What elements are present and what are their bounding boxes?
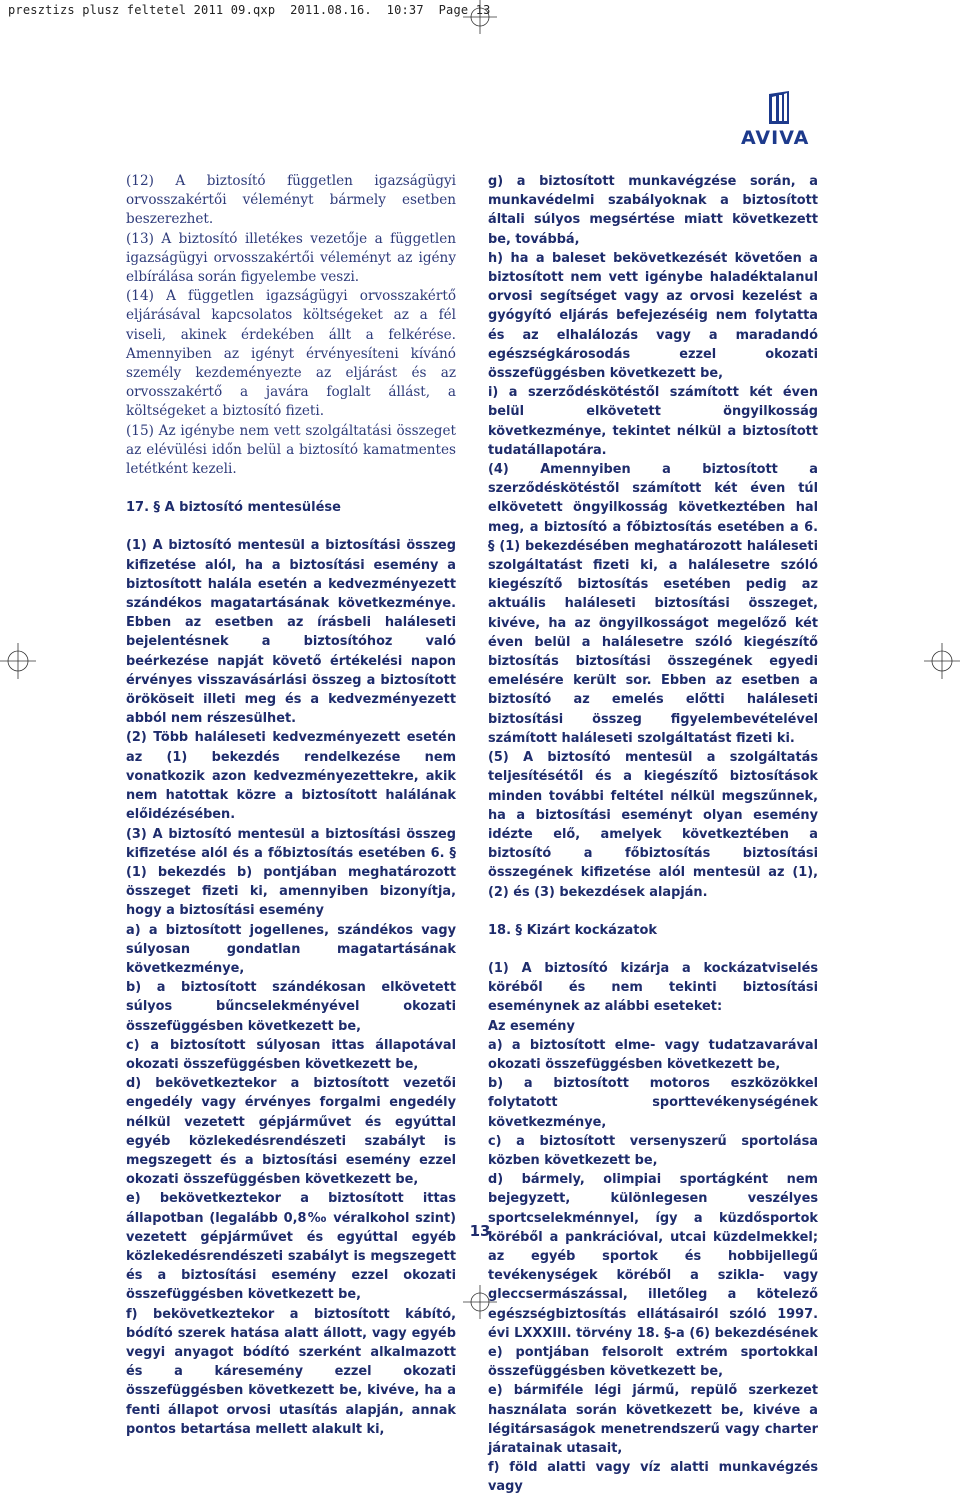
list-item-g: g) a biztosított munkavégzése során, a munkavédelmi szabályoknak a biztosított általi súlyos megsértése miatt következett be, továbbá, bbox=[488, 174, 818, 247]
registration-mark-icon bbox=[0, 643, 36, 679]
paragraph-12: (12) A biztosító független igazságügyi orvosszakértői véleményt bármely esetben beszerezhet. bbox=[126, 173, 456, 228]
section-18-point-1: (1) A biztosító kizárja a kockázatviselés köréből és nem tekinti biztosítási eseménynek az alábbi eseteket: bbox=[488, 960, 818, 1015]
section-17-point-4: (4) Amennyiben a biztosított a szerződéskötéstől számított két éven túl elkövetett öngyilkosság következtében hal meg, a biztosító a főbiztosítás esetében a 6. § (1) bekezdésében meghatározott haláleseti szolgáltatást fizeti ki, a halálesetre szóló kiegészítő biztosítás esetében pedig az aktuális haláleseti biztosítási összeget, kivéve, ha az öngyilkosságot megelőző két éven belül a halálesetre szóló kiegészítő biztosítás biztosítási összegének egyedi emelésére került sor. Ebben az esetben a biztosító az emelés előtti haláleseti biztosítási összeg figyelembevételével számított haláleseti szolgáltatást fizeti ki. bbox=[488, 462, 818, 746]
list-item-c: c) a biztosított súlyosan ittas állapotával okozati összefüggésben következett be, bbox=[126, 1037, 456, 1072]
paragraph-14: (14) A független igazságügyi orvosszakértő eljárásával kapcsolatos költségeket az a fél viseli, akinek érdekében állt a felkérése. Amennyiben az igényt érvényesíteni kívánó személy kezdeményezte az eljárást és az orvosszakértő a javára foglalt állást, a költségeket a biztosító fizeti. bbox=[126, 288, 456, 420]
section-17-point-3: (3) A biztosító mentesül a biztosítási összeg kifizetése alól és a főbiztosítás esetében 6. § (1) bekezdés b) pontjában meghatározott összeget fizeti ki, amennyiben bizonyítja, hogy a biztosítási esemény bbox=[126, 826, 456, 919]
list-item-b: b) a biztosított szándékosan elkövetett súlyos bűncselekményével okozati összefüggésben következett be, bbox=[126, 980, 456, 1034]
registration-mark-icon bbox=[924, 643, 960, 679]
list-item-d: d) bekövetkeztekor a biztosított vezetői engedély vagy érvényes forgalmi engedély nélkül vezetett gépjárművet és egyúttal egyéb közlekedésrendészeti szabályt is megszegett és a biztosítási esemény ezzel okozati összefüggésben következett be, bbox=[126, 1076, 456, 1188]
page-number: 13 bbox=[469, 1222, 491, 1240]
paragraph-13: (13) A biztosító illetékes vezetője a független igazságügyi orvosszakértői véleményt az igény elbírálása során figyelembe veszi. bbox=[126, 230, 456, 286]
exclusion-item-a: a) a biztosított elme- vagy tudatzavarával okozati összefüggésben következett be, bbox=[488, 1037, 818, 1072]
print-slug: presztizs plusz feltetel 2011 09.qxp 2011.08.16. 10:37 Page 13 bbox=[8, 3, 491, 17]
section-17-heading: 17. § A biztosító mentesülése bbox=[126, 500, 341, 516]
section-17-point-1: (1) A biztosító mentesül a biztosítási összeg kifizetése alól, ha a biztosítási esemény a biztosított halála esetén a kedvezményezett szándékos magatartásának következménye. Ebben az esetben az írásbeli haláleseti bejelentésnek a biztosítóhoz való beérkezése napját követő értékelési napon érvényes visszavásárlási összeg a biztosított örököseit illeti meg és a kedvezményezett abból nem részesülhet. bbox=[126, 538, 456, 727]
list-item-a: a) a biztosított jogellenes, szándékos vagy súlyosan gondatlan magatartásának következménye, bbox=[126, 922, 456, 976]
right-column bbox=[488, 172, 818, 1497]
exclusion-item-f: f) föld alatti vagy víz alatti munkavégzés vagy bbox=[488, 1460, 818, 1495]
list-item-e: e) bekövetkeztekor a biztosított ittas állapotban (legalább 0,8‰ véralkohol szint) vezetett gépjárművet és egyúttal egyéb közlekedésrendészeti szabályt is megszegett és a biztosítási esemény ezzel okozati összefüggésben következett be, bbox=[126, 1191, 456, 1303]
event-label: Az esemény bbox=[488, 1018, 575, 1034]
registration-mark-icon bbox=[463, 0, 497, 34]
list-item-f: f) bekövetkeztekor a biztosított kábító, bódító szerek hatása alatt állott, vagy egyéb vegyi anyagot bódító szerként alkalmazott és a káresemény ezzel okozati összefüggésben következett be, kivéve, ha a fenti állapot orvosi utasítás alapján, annak pontos betartása mellett alakult ki, bbox=[126, 1306, 456, 1437]
section-18-heading: 18. § Kizárt kockázatok bbox=[488, 922, 658, 938]
exclusion-item-e: e) bármiféle légi jármű, repülő szerkezet használata során következett be, kivéve a légitársaságok menetrendszerű vagy charter járatainak utasait, bbox=[488, 1383, 818, 1456]
section-17-point-5: (5) A biztosító mentesül a szolgáltatás teljesítésétől és a kiegészítő biztosítások minden további feltétel nélkül megszűnnek, ha a biztosítási eseményt olyan esemény idézte elő, amelyek következtében a biztosító a főbiztosítás biztosítási összegének kifizetése alól mentesül az (1), (2) és (3) bekezdések alapján. bbox=[488, 750, 818, 900]
exclusion-item-c: c) a biztosított versenyszerű sportolása közben következett be, bbox=[488, 1133, 818, 1168]
exclusion-item-d: d) bármely, olimpiai sportágként nem bejegyzett, különlegesen veszélyes sportcselekménnyel, így a küzdősportok köréből a pankrációval, utcai küzdelmekkel; az egyéb sportok és hobbijellegű tevékenységek köréből a szikla- vagy gleccsermászással, illetőleg a kötelező egészségbiztosítás ellátásairól szóló 1997. évi LXXXIII. törvény 18. §-a (6) bekezdésének e) pontjában felsorolt extrém sportokkal összefüggésben következett be, bbox=[488, 1172, 818, 1380]
list-item-h: h) ha a baleset bekövetkezését követően a biztosított nem vett igénybe haladéktalanul orvosi segítséget vagy az orvosi kezelést a gyógyító eljárás befejezéséig nem folytatta és az elhalálozás vagy a maradandó egészségkárosodás ezzel okozati összefüggésben következett be, bbox=[488, 250, 818, 382]
left-column bbox=[126, 172, 456, 1439]
exclusion-item-b: b) a biztosított motoros eszközökkel folytatott sporttevékenységének következménye, bbox=[488, 1076, 818, 1130]
aviva-logo-icon bbox=[741, 90, 819, 130]
paragraph-15: (15) Az igénybe nem vett szolgáltatási összeget az elévülési időn belül a biztosító kamatmentes letétként kezeli. bbox=[126, 422, 456, 478]
aviva-wordmark: AVIVA bbox=[741, 127, 810, 149]
list-item-i: i) a szerződéskötéstől számított két éven belül elkövetett öngyilkosság következménye, tekintet nélkül a biztosított tudatállapotára. bbox=[488, 385, 818, 458]
section-17-point-2: (2) Több haláleseti kedvezményezett esetén az (1) bekezdés rendelkezése nem vonatkozik azon kedvezményezettekre, akik nem hatottak közre a biztosított halálának előidézésében. bbox=[126, 730, 456, 823]
